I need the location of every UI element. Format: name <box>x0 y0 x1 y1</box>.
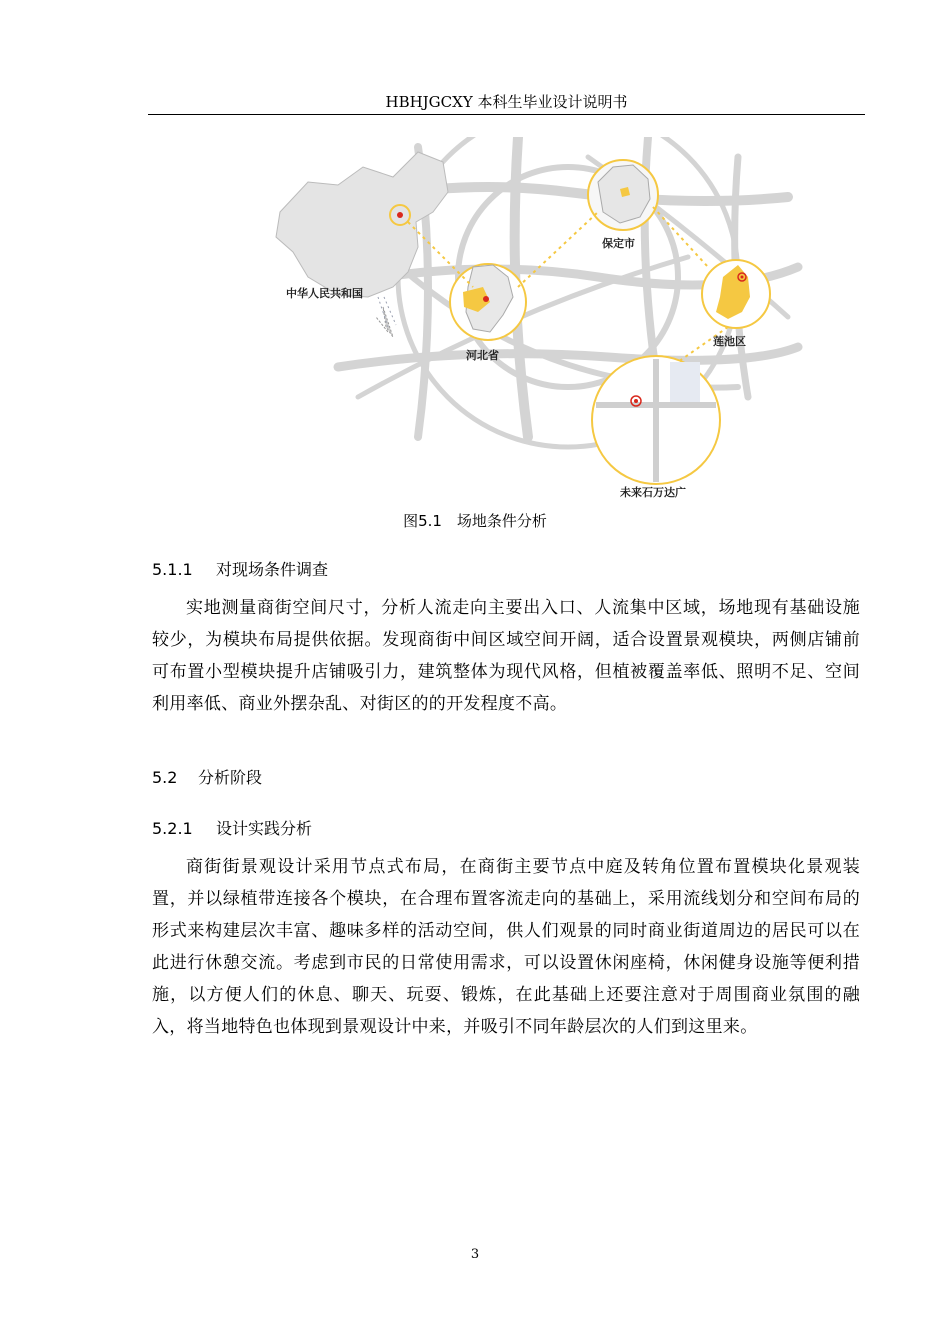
section-title: 对现场条件调查 <box>216 560 329 579</box>
paragraph-site-survey: 实地测量商街空间尺寸，分析人流走向主要出入口、人流集中区域，场地现有基础设施较少，为模块布局提供依据。发现商街中间区域空间开阔，适合设置景观模块，两侧店铺前可布置小型模块提升店铺吸引力，建筑整体为现代风格，但植被覆盖率低、照明不足、空间利用率低、商业外摆杂乱、对街区的的开发程度不高。 <box>152 598 860 714</box>
section-title: 设计实践分析 <box>216 819 313 838</box>
site-map <box>268 137 808 505</box>
label-baoding: 保定市 <box>602 237 635 250</box>
section-heading-5-2 <box>152 765 262 788</box>
label-hebei: 河北省 <box>466 349 499 362</box>
header-title: HBHJGCXY 本科生毕业设计说明书 <box>385 93 628 111</box>
section-heading-5-1-1 <box>152 557 328 580</box>
page-header <box>148 92 865 115</box>
plaza-map <box>592 356 720 484</box>
baoding-map <box>588 160 658 230</box>
section-number: 5.2 <box>152 768 178 787</box>
section-number: 5.1.1 <box>152 560 193 579</box>
label-lianchi: 莲池区 <box>713 335 746 348</box>
site-analysis-figure <box>268 137 808 505</box>
section-title: 分析阶段 <box>198 768 263 787</box>
lianchi-map <box>702 260 770 328</box>
section-heading-5-2-1 <box>152 816 312 839</box>
label-plaza: 未来石万达广 <box>620 486 686 499</box>
section-number: 5.2.1 <box>152 819 193 838</box>
paragraph-design-analysis: 商街街景观设计采用节点式布局，在商街主要节点中庭及转角位置布置模块化景观装置，并以绿植带连接各个模块，在合理布置客流走向的基础上，采用流线划分和空间布局的形式来构建层次丰富、趣味多样的活动空间，供人们观景的同时商业街道周边的居民可以在此进行休憩交流。考虑到市民的日常使用需求，可以设置休闲座椅，休闲健身设施等便利措施，以方便人们的休息、聊天、玩耍、锻炼，在此基础上还要注意对于周围商业氛围的融入，将当地特色也体现到景观设计中来，并吸引不同年龄层次的人们到这里来。 <box>152 857 860 1037</box>
page-number: 3 <box>470 1247 480 1262</box>
label-china: 中华人民共和国 <box>286 287 363 300</box>
hebei-map <box>450 264 526 340</box>
figure-caption: 图5.1 场地条件分析 <box>403 512 547 530</box>
china-map <box>276 152 448 337</box>
